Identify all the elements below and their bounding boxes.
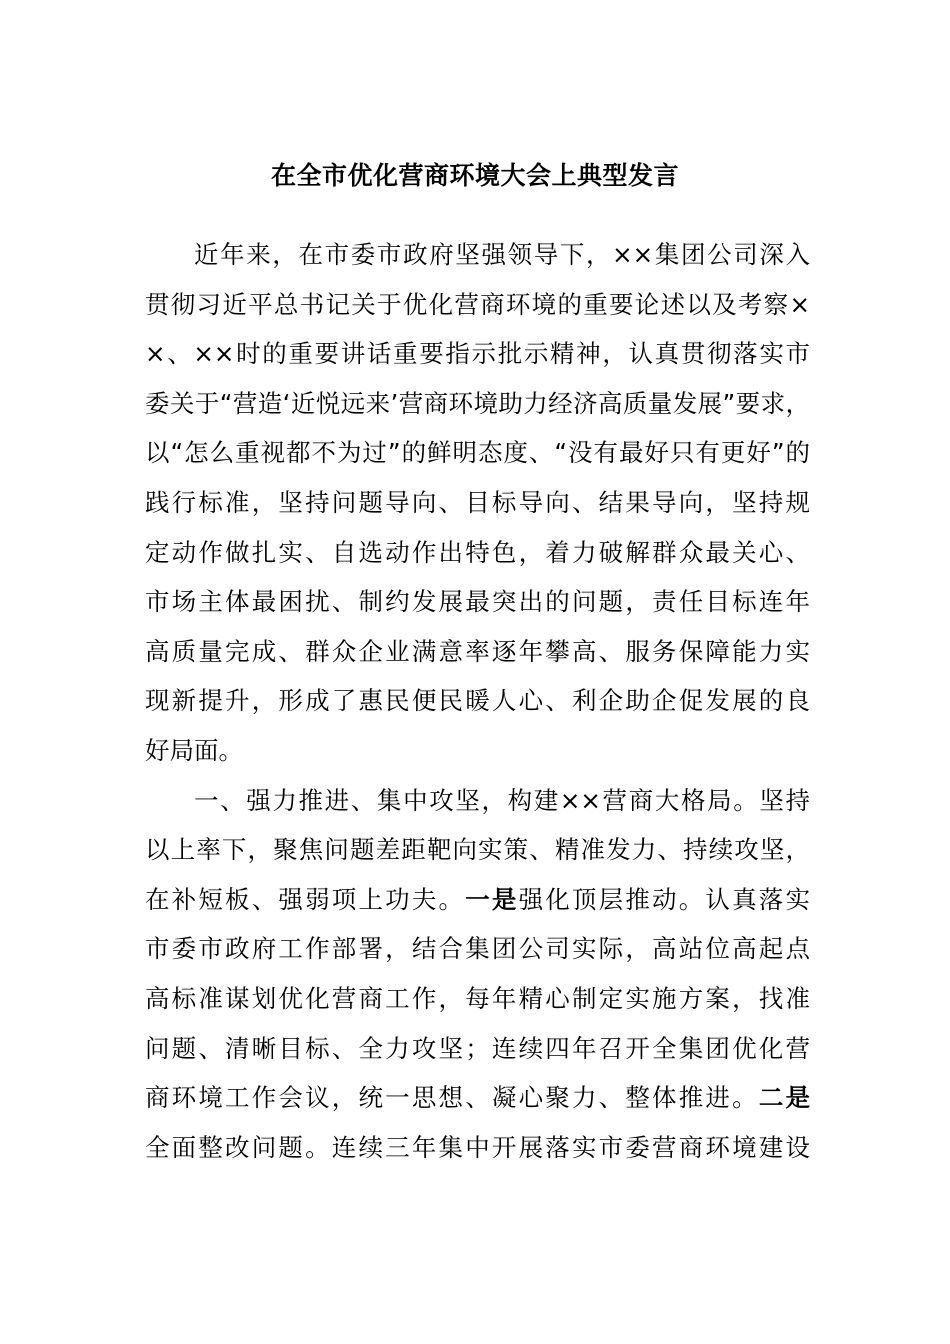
- text-line: 贯彻习近平总书记关于优化营商环境的重要论述以及考察×: [145, 289, 810, 319]
- text-line: 以“怎么重视都不为过”的鲜明态度、“没有最好只有更好”的: [145, 438, 810, 468]
- text-line: ×、××时的重要讲话重要指示批示精神，认真贯彻落实市: [145, 339, 810, 369]
- text-line: 定动作做扎实、自选动作出特色，着力破解群众最关心、: [145, 537, 810, 567]
- paragraph-intro: [145, 230, 810, 776]
- text-line: 以上率下，聚焦问题差距靶向实策、精准发力、持续攻坚，: [145, 835, 810, 865]
- text-line: 全面整改问题。连续三年集中开展落实市委营商环境建设: [145, 1132, 810, 1162]
- bold-marker-second: 二是: [758, 1083, 810, 1113]
- document-title: 在全市优化营商环境大会上典型发言: [270, 161, 679, 190]
- paragraph-section-one: [145, 776, 810, 1173]
- text-line: 市委市政府工作部署，结合集团公司实际，高站位高起点: [145, 934, 810, 964]
- text-line: 好局面。: [145, 735, 243, 765]
- text-line: 高标准谋划优化营商工作，每年精心制定实施方案，找准: [145, 983, 810, 1013]
- text-line: 市场主体最困扰、制约发展最突出的问题，责任目标连年: [145, 587, 810, 617]
- text-line: 委关于“营造‘近悦远来’营商环境助力经济高质量发展”要求，: [145, 388, 810, 418]
- text-line: 问题、清晰目标、全力攻坚；连续四年召开全集团优化营: [145, 1033, 810, 1063]
- section-heading-line: 一、强力推进、集中攻坚，构建××营商大格局。坚持: [194, 785, 810, 815]
- text-run: 商环境工作会议，统一思想、凝心聚力、整体推进。: [145, 1083, 759, 1113]
- bold-marker-first: 一是: [465, 884, 519, 914]
- document-body: [145, 230, 810, 1172]
- text-run: 在补短板、强弱项上功夫。: [145, 884, 466, 914]
- text-line: 近年来，在市委市政府坚强领导下，××集团公司深入: [194, 240, 810, 269]
- text-line: 践行标准，坚持问题导向、目标导向、结果导向，坚持规: [145, 487, 810, 517]
- text-line: [145, 1073, 810, 1123]
- text-line: [145, 875, 810, 925]
- text-run: 强化顶层推动。认真落实: [518, 884, 810, 914]
- text-line: 现新提升，形成了惠民便民暖人心、利企助企促发展的良: [145, 686, 810, 716]
- text-line: 高质量完成、群众企业满意率逐年攀高、服务保障能力实: [145, 636, 810, 666]
